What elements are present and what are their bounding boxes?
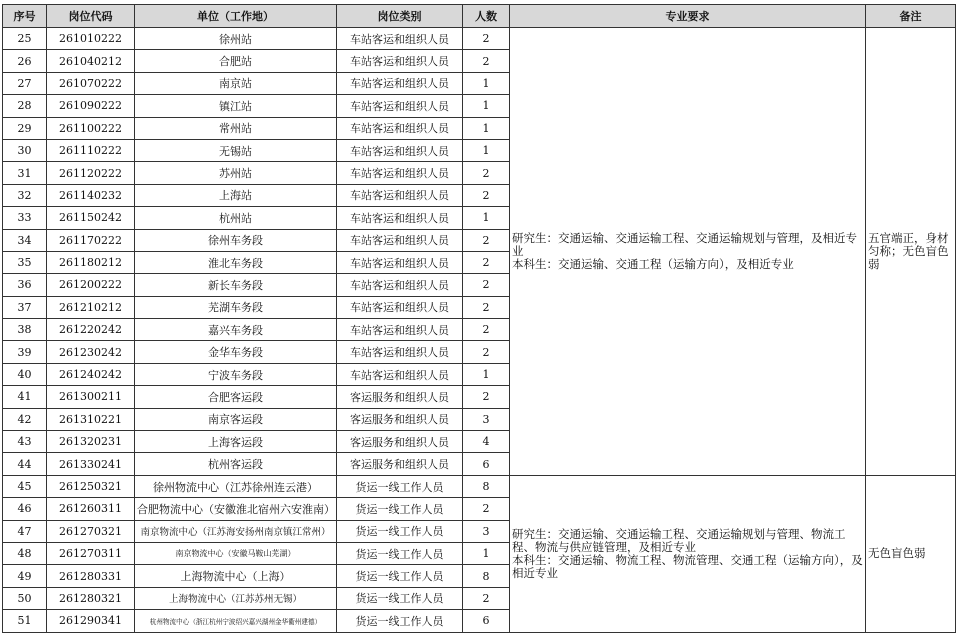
cell-code: 261280321 [47, 587, 135, 609]
cell-unit: 南京物流中心（江苏海安扬州南京镇江常州） [135, 520, 337, 542]
cell-count: 3 [463, 408, 510, 430]
cell-no: 27 [3, 72, 47, 94]
cell-count: 1 [463, 207, 510, 229]
cell-category: 车站客运和组织人员 [337, 95, 463, 117]
cell-unit: 徐州站 [135, 28, 337, 50]
header-remark: 备注 [866, 5, 956, 28]
cell-code: 261300211 [47, 386, 135, 408]
cell-unit: 合肥客运段 [135, 386, 337, 408]
cell-code: 261100222 [47, 117, 135, 139]
cell-category: 车站客运和组织人员 [337, 28, 463, 50]
cell-category: 货运一线工作人员 [337, 520, 463, 542]
cell-no: 50 [3, 587, 47, 609]
cell-category: 车站客运和组织人员 [337, 184, 463, 206]
cell-count: 2 [463, 274, 510, 296]
cell-no: 38 [3, 319, 47, 341]
cell-count: 2 [463, 341, 510, 363]
cell-code: 261240242 [47, 363, 135, 385]
cell-count: 2 [463, 229, 510, 251]
cell-no: 30 [3, 139, 47, 161]
cell-code: 261290341 [47, 610, 135, 632]
cell-code: 261120222 [47, 162, 135, 184]
cell-count: 2 [463, 162, 510, 184]
requirement-cell [510, 475, 866, 632]
cell-code: 261260311 [47, 498, 135, 520]
cell-category: 车站客运和组织人员 [337, 139, 463, 161]
requirement-graduate: 研究生：交通运输、交通运输工程、交通运输规划与管理，及相近专业 [512, 230, 857, 258]
cell-code: 261040212 [47, 50, 135, 72]
cell-code: 261070222 [47, 72, 135, 94]
cell-count: 1 [463, 95, 510, 117]
cell-code: 261270321 [47, 520, 135, 542]
cell-unit: 芜湖车务段 [135, 296, 337, 318]
cell-count: 2 [463, 28, 510, 50]
cell-unit: 镇江站 [135, 95, 337, 117]
cell-count: 2 [463, 587, 510, 609]
cell-code: 261330241 [47, 453, 135, 475]
cell-category: 车站客运和组织人员 [337, 162, 463, 184]
cell-code: 261250321 [47, 475, 135, 497]
cell-no: 49 [3, 565, 47, 587]
cell-category: 车站客运和组织人员 [337, 50, 463, 72]
cell-code: 261320231 [47, 431, 135, 453]
cell-no: 29 [3, 117, 47, 139]
cell-no: 36 [3, 274, 47, 296]
cell-category: 货运一线工作人员 [337, 498, 463, 520]
cell-count: 8 [463, 475, 510, 497]
cell-count: 1 [463, 117, 510, 139]
cell-category: 货运一线工作人员 [337, 587, 463, 609]
cell-code: 261110222 [47, 139, 135, 161]
cell-count: 1 [463, 139, 510, 161]
header-unit: 单位（工作地） [135, 5, 337, 28]
cell-category: 货运一线工作人员 [337, 475, 463, 497]
cell-unit: 苏州站 [135, 162, 337, 184]
cell-unit: 合肥物流中心（安徽淮北宿州六安淮南） [135, 498, 337, 520]
cell-code: 261270311 [47, 542, 135, 564]
cell-category: 客运服务和组织人员 [337, 431, 463, 453]
cell-unit: 常州站 [135, 117, 337, 139]
table-row [3, 28, 956, 50]
header-category: 岗位类别 [337, 5, 463, 28]
cell-count: 2 [463, 296, 510, 318]
header-row [3, 5, 956, 28]
cell-category: 车站客运和组织人员 [337, 296, 463, 318]
cell-category: 车站客运和组织人员 [337, 274, 463, 296]
cell-count: 2 [463, 50, 510, 72]
cell-count: 3 [463, 520, 510, 542]
cell-code: 261010222 [47, 28, 135, 50]
requirement-undergraduate: 本科生：交通运输、交通工程（运输方向），及相近专业 [512, 256, 794, 271]
cell-count: 1 [463, 363, 510, 385]
cell-no: 28 [3, 95, 47, 117]
job-table [2, 4, 956, 633]
cell-count: 8 [463, 565, 510, 587]
cell-no: 32 [3, 184, 47, 206]
cell-no: 47 [3, 520, 47, 542]
cell-no: 33 [3, 207, 47, 229]
cell-no: 51 [3, 610, 47, 632]
cell-category: 车站客运和组织人员 [337, 251, 463, 273]
header-count: 人数 [463, 5, 510, 28]
cell-category: 客运服务和组织人员 [337, 408, 463, 430]
cell-code: 261230242 [47, 341, 135, 363]
cell-unit: 南京物流中心（安徽马鞍山芜湖） [135, 542, 337, 564]
cell-no: 42 [3, 408, 47, 430]
cell-category: 车站客运和组织人员 [337, 207, 463, 229]
cell-no: 46 [3, 498, 47, 520]
cell-category: 车站客运和组织人员 [337, 363, 463, 385]
cell-no: 25 [3, 28, 47, 50]
cell-unit: 杭州物流中心（浙江杭州宁波绍兴嘉兴湖州金华衢州建德） [135, 610, 337, 632]
cell-unit: 嘉兴车务段 [135, 319, 337, 341]
cell-unit: 上海物流中心（上海） [135, 565, 337, 587]
cell-category: 车站客运和组织人员 [337, 229, 463, 251]
cell-code: 261090222 [47, 95, 135, 117]
cell-unit: 无锡站 [135, 139, 337, 161]
cell-no: 44 [3, 453, 47, 475]
cell-code: 261180212 [47, 251, 135, 273]
cell-category: 车站客运和组织人员 [337, 341, 463, 363]
cell-category: 客运服务和组织人员 [337, 386, 463, 408]
cell-code: 261310221 [47, 408, 135, 430]
cell-unit: 金华车务段 [135, 341, 337, 363]
cell-no: 31 [3, 162, 47, 184]
header-requirement: 专业要求 [510, 5, 866, 28]
cell-unit: 上海物流中心（江苏苏州无锡） [135, 587, 337, 609]
cell-unit: 上海客运段 [135, 431, 337, 453]
cell-unit: 南京站 [135, 72, 337, 94]
cell-code: 261280331 [47, 565, 135, 587]
cell-count: 2 [463, 386, 510, 408]
requirement-undergraduate: 本科生：交通运输、物流工程、物流管理、交通工程（运输方向），及相近专业 [512, 552, 863, 580]
cell-category: 货运一线工作人员 [337, 610, 463, 632]
cell-count: 2 [463, 498, 510, 520]
cell-unit: 淮北车务段 [135, 251, 337, 273]
cell-code: 261210212 [47, 296, 135, 318]
table-row [3, 475, 956, 497]
cell-unit: 徐州车务段 [135, 229, 337, 251]
requirement-cell [510, 28, 866, 476]
cell-category: 客运服务和组织人员 [337, 453, 463, 475]
cell-unit: 新长车务段 [135, 274, 337, 296]
cell-no: 43 [3, 431, 47, 453]
cell-count: 6 [463, 610, 510, 632]
cell-count: 1 [463, 72, 510, 94]
cell-count: 2 [463, 319, 510, 341]
cell-no: 41 [3, 386, 47, 408]
cell-unit: 上海站 [135, 184, 337, 206]
cell-category: 车站客运和组织人员 [337, 319, 463, 341]
cell-no: 48 [3, 542, 47, 564]
cell-no: 26 [3, 50, 47, 72]
cell-count: 4 [463, 431, 510, 453]
cell-count: 2 [463, 184, 510, 206]
cell-code: 261170222 [47, 229, 135, 251]
cell-count: 1 [463, 542, 510, 564]
cell-category: 货运一线工作人员 [337, 542, 463, 564]
cell-category: 车站客运和组织人员 [337, 117, 463, 139]
cell-code: 261150242 [47, 207, 135, 229]
cell-unit: 南京客运段 [135, 408, 337, 430]
header-no: 序号 [3, 5, 47, 28]
cell-count: 2 [463, 251, 510, 273]
cell-unit: 杭州客运段 [135, 453, 337, 475]
cell-code: 261140232 [47, 184, 135, 206]
cell-no: 37 [3, 296, 47, 318]
cell-no: 35 [3, 251, 47, 273]
cell-unit: 杭州站 [135, 207, 337, 229]
cell-no: 45 [3, 475, 47, 497]
cell-no: 34 [3, 229, 47, 251]
remark-cell: 无色盲色弱 [866, 475, 956, 632]
cell-no: 40 [3, 363, 47, 385]
cell-code: 261220242 [47, 319, 135, 341]
cell-code: 261200222 [47, 274, 135, 296]
requirement-graduate: 研究生：交通运输、交通运输工程、交通运输规划与管理、物流工程、物流与供应链管理，及相近专业 [512, 526, 846, 554]
remark-cell: 五官端正，身材匀称；无色盲色弱 [866, 28, 956, 476]
cell-category: 车站客运和组织人员 [337, 72, 463, 94]
cell-no: 39 [3, 341, 47, 363]
header-code: 岗位代码 [47, 5, 135, 28]
cell-category: 货运一线工作人员 [337, 565, 463, 587]
cell-unit: 徐州物流中心（江苏徐州连云港） [135, 475, 337, 497]
cell-unit: 宁波车务段 [135, 363, 337, 385]
cell-unit: 合肥站 [135, 50, 337, 72]
cell-count: 6 [463, 453, 510, 475]
